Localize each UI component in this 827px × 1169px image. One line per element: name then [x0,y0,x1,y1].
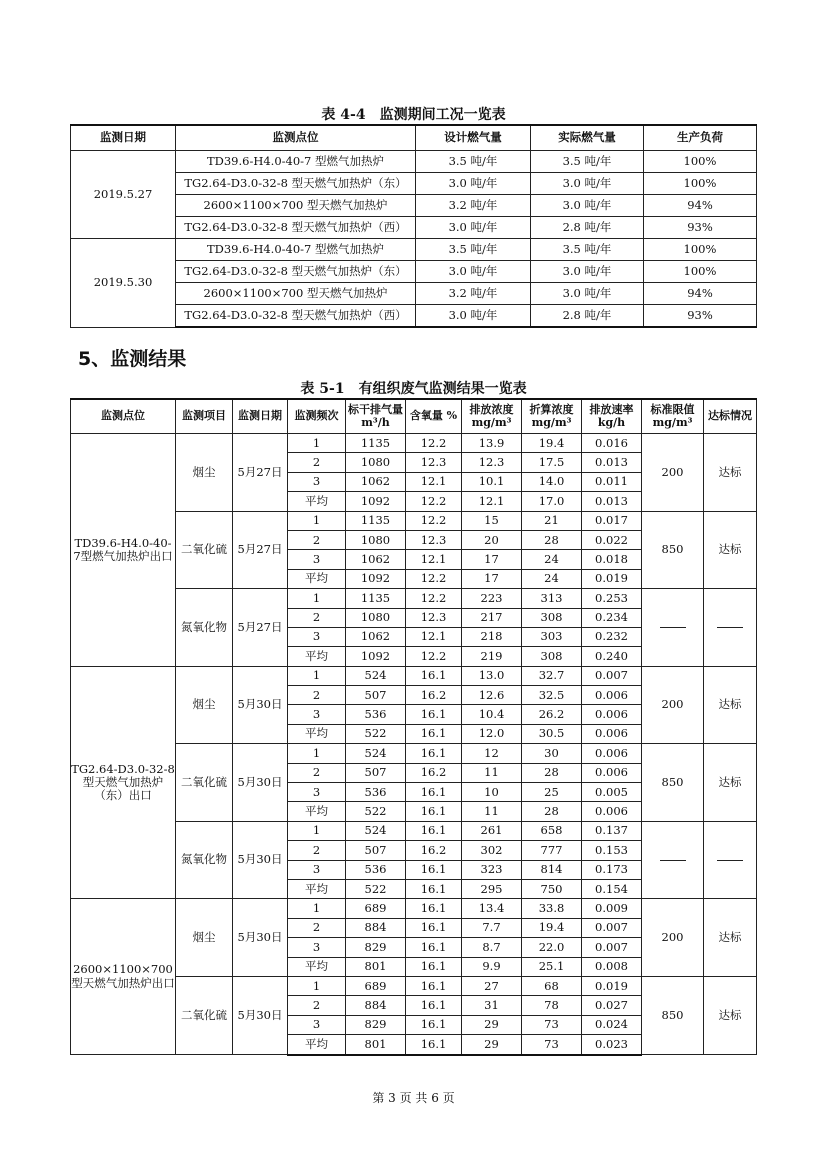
value-cell: 10 [462,783,522,802]
table-5-1-caption: 表 5-1 有组织废气监测结果一览表 [300,381,527,397]
value-cell: 884 [346,918,406,937]
header-cell: 监测点位 [176,125,416,151]
location-cell: 2600×1100×700 型天燃气加热炉 [176,195,416,217]
value-cell: 12.1 [406,550,462,569]
value-cell: 平均 [288,879,346,898]
value-cell: 0.153 [582,841,642,860]
value-cell: 536 [346,783,406,802]
value-cell: 13.9 [462,434,522,453]
value-cell: 3 [288,627,346,646]
value-cell: 0.013 [582,453,642,472]
value-cell: 78 [522,996,582,1015]
dash-mark [660,860,686,861]
table-row [71,239,757,261]
header-cell: 排放速率 kg/h [582,399,642,434]
value-cell: 24 [522,550,582,569]
value-cell: 0.154 [582,879,642,898]
date-cell: 2019.5.30 [71,239,176,328]
header-cell: 监测频次 [288,399,346,434]
value-cell: 12.2 [406,434,462,453]
value-cell: 2 [288,453,346,472]
value-cell: 16.1 [406,666,462,685]
value-cell: 16.1 [406,996,462,1015]
value-cell: 0.006 [582,763,642,782]
table-row [71,899,757,918]
value-cell: 0.232 [582,627,642,646]
value-cell: 12.3 [406,530,462,549]
value-cell: 28 [522,802,582,821]
value-cell: 17.0 [522,492,582,511]
header-cell: 监测日期 [233,399,288,434]
value-cell: 8.7 [462,938,522,957]
value-cell: 17 [462,569,522,588]
header-cell: 排放浓度 mg/m³ [462,399,522,434]
value-cell: 73 [522,1035,582,1055]
value-cell: 22.0 [522,938,582,957]
value-cell: 3.5 吨/年 [416,151,531,173]
item-cell: 二氧化硫 [176,511,233,589]
value-cell: 2 [288,996,346,1015]
value-cell: 16.1 [406,744,462,763]
value-cell: 1 [288,589,346,608]
value-cell: 0.027 [582,996,642,1015]
value-cell: 94% [644,283,757,305]
value-cell: 平均 [288,1035,346,1055]
value-cell: 3.0 吨/年 [531,261,644,283]
value-cell: 0.007 [582,918,642,937]
value-cell: 829 [346,1015,406,1034]
value-cell: 12.2 [406,492,462,511]
value-cell: 16.1 [406,938,462,957]
value-cell: 33.8 [522,899,582,918]
date-cell: 5月30日 [233,976,288,1054]
value-cell: 12.1 [406,472,462,491]
header-cell: 含氧量 % [406,399,462,434]
value-cell: 3.0 吨/年 [531,283,644,305]
value-cell: 平均 [288,492,346,511]
value-cell: 1080 [346,453,406,472]
location-cell: TG2.64-D3.0-32-8 型天燃气加热炉（东） [176,173,416,195]
value-cell: 1080 [346,608,406,627]
value-cell: 2 [288,841,346,860]
value-cell: 12.2 [406,511,462,530]
value-cell: 27 [462,976,522,995]
value-cell: 3.5 吨/年 [531,151,644,173]
value-cell: 524 [346,744,406,763]
header-cell: 实际燃气量 [531,125,644,151]
value-cell: 16.1 [406,802,462,821]
value-cell: 1092 [346,492,406,511]
value-cell: 16.1 [406,705,462,724]
value-cell: 15 [462,511,522,530]
value-cell: 3.5 吨/年 [416,239,531,261]
value-cell: 11 [462,802,522,821]
value-cell: 2.8 吨/年 [531,217,644,239]
value-cell: 16.1 [406,918,462,937]
value-cell: 1062 [346,472,406,491]
value-cell: 30.5 [522,724,582,743]
value-cell: 302 [462,841,522,860]
value-cell: 3.0 吨/年 [416,217,531,239]
value-cell: 平均 [288,724,346,743]
value-cell: 3 [288,860,346,879]
value-cell: 0.019 [582,976,642,995]
value-cell: 24 [522,569,582,588]
header-cell: 折算浓度 mg/m³ [522,399,582,434]
value-cell: 829 [346,938,406,957]
value-cell: 26.2 [522,705,582,724]
value-cell: 884 [346,996,406,1015]
item-cell: 氮氧化物 [176,589,233,667]
value-cell: 1080 [346,530,406,549]
header-cell: 达标情况 [704,399,757,434]
value-cell: 21 [522,511,582,530]
value-cell: 1092 [346,647,406,666]
limit-cell: 200 [642,899,704,977]
value-cell: 0.006 [582,744,642,763]
value-cell: 522 [346,802,406,821]
location-cell: TD39.6-H4.0-40-7 型燃气加热炉 [176,151,416,173]
value-cell: 507 [346,841,406,860]
value-cell: 3 [288,1015,346,1034]
value-cell: 3.0 吨/年 [416,173,531,195]
status-cell [704,589,757,667]
value-cell: 0.024 [582,1015,642,1034]
value-cell: 73 [522,1015,582,1034]
value-cell: 30 [522,744,582,763]
value-cell: 303 [522,627,582,646]
value-cell: 12.1 [406,627,462,646]
date-cell: 5月27日 [233,434,288,512]
value-cell: 3 [288,550,346,569]
value-cell: 29 [462,1035,522,1055]
value-cell: 536 [346,860,406,879]
date-cell: 5月30日 [233,744,288,822]
value-cell: 16.1 [406,783,462,802]
value-cell: 14.0 [522,472,582,491]
value-cell: 16.1 [406,899,462,918]
value-cell: 17 [462,550,522,569]
value-cell: 12.3 [462,453,522,472]
value-cell: 3 [288,938,346,957]
value-cell: 1 [288,434,346,453]
value-cell: 2.8 吨/年 [531,305,644,328]
value-cell: 29 [462,1015,522,1034]
value-cell: 524 [346,666,406,685]
value-cell: 3.0 吨/年 [416,261,531,283]
value-cell: 16.2 [406,763,462,782]
value-cell: 219 [462,647,522,666]
date-cell: 5月30日 [233,666,288,744]
value-cell: 3.0 吨/年 [531,173,644,195]
value-cell: 0.019 [582,569,642,588]
value-cell: 524 [346,821,406,840]
operating-conditions-table [70,124,757,328]
value-cell: 0.240 [582,647,642,666]
status-cell: 达标 [704,434,757,512]
table-header-row [71,125,757,151]
value-cell: 19.4 [522,434,582,453]
value-cell: 0.022 [582,530,642,549]
value-cell: 12.3 [406,453,462,472]
value-cell: 68 [522,976,582,995]
value-cell: 12.0 [462,724,522,743]
value-cell: 32.7 [522,666,582,685]
date-cell: 5月27日 [233,511,288,589]
item-cell: 二氧化硫 [176,976,233,1054]
value-cell: 1135 [346,434,406,453]
value-cell: 689 [346,976,406,995]
location-cell: TG2.64-D3.0-32-8 型天燃气加热炉（西） [176,305,416,328]
value-cell: 16.1 [406,879,462,898]
value-cell: 3.2 吨/年 [416,283,531,305]
header-cell: 标干排气量 m³/h [346,399,406,434]
value-cell: 28 [522,530,582,549]
value-cell: 1062 [346,627,406,646]
value-cell: 12.2 [406,647,462,666]
section-title: 5、监测结果 [78,348,187,370]
value-cell: 16.1 [406,724,462,743]
status-cell: 达标 [704,744,757,822]
value-cell: 0.009 [582,899,642,918]
value-cell: 0.017 [582,511,642,530]
value-cell: 522 [346,879,406,898]
value-cell: 223 [462,589,522,608]
limit-cell: 850 [642,744,704,822]
value-cell: 0.006 [582,724,642,743]
value-cell: 777 [522,841,582,860]
value-cell: 0.008 [582,957,642,976]
table-4-4-caption: 表 4-4 监测期间工况一览表 [321,107,506,123]
value-cell: 522 [346,724,406,743]
status-cell: 达标 [704,899,757,977]
value-cell: 100% [644,261,757,283]
value-cell: 2 [288,918,346,937]
value-cell: 1135 [346,589,406,608]
value-cell: 12.1 [462,492,522,511]
value-cell: 0.011 [582,472,642,491]
table-header-row [71,399,757,434]
dash-mark [660,627,686,628]
header-cell: 生产负荷 [644,125,757,151]
value-cell: 507 [346,763,406,782]
value-cell: 16.1 [406,1015,462,1034]
value-cell: 100% [644,151,757,173]
value-cell: 12.6 [462,686,522,705]
value-cell: 801 [346,1035,406,1055]
value-cell: 12.3 [406,608,462,627]
value-cell: 3 [288,783,346,802]
dash-mark [717,860,743,861]
dash-mark [717,627,743,628]
limit-cell [642,589,704,667]
header-cell: 监测点位 [71,399,176,434]
value-cell: 17.5 [522,453,582,472]
item-cell: 氮氧化物 [176,821,233,899]
value-cell: 11 [462,763,522,782]
value-cell: 13.0 [462,666,522,685]
limit-cell: 850 [642,511,704,589]
value-cell: 1062 [346,550,406,569]
value-cell: 100% [644,173,757,195]
value-cell: 平均 [288,647,346,666]
value-cell: 31 [462,996,522,1015]
item-cell: 烟尘 [176,434,233,512]
value-cell: 0.137 [582,821,642,840]
value-cell: 0.007 [582,666,642,685]
value-cell: 16.1 [406,821,462,840]
value-cell: 25.1 [522,957,582,976]
value-cell: 94% [644,195,757,217]
value-cell: 0.013 [582,492,642,511]
location-cell: TD39.6-H4.0-40-7 型燃气加热炉 [176,239,416,261]
value-cell: 28 [522,763,582,782]
value-cell: 0.023 [582,1035,642,1055]
value-cell: 1 [288,899,346,918]
value-cell: 93% [644,305,757,328]
limit-cell: 850 [642,976,704,1054]
status-cell: 达标 [704,666,757,744]
value-cell: 平均 [288,957,346,976]
value-cell: 801 [346,957,406,976]
value-cell: 16.1 [406,860,462,879]
status-cell: 达标 [704,976,757,1054]
value-cell: 0.006 [582,686,642,705]
item-cell: 烟尘 [176,899,233,977]
value-cell: 1135 [346,511,406,530]
limit-cell: 200 [642,666,704,744]
value-cell: 750 [522,879,582,898]
value-cell: 308 [522,647,582,666]
value-cell: 0.018 [582,550,642,569]
value-cell: 1 [288,976,346,995]
emission-results-table [70,398,757,1056]
value-cell: 536 [346,705,406,724]
value-cell: 1 [288,744,346,763]
value-cell: 平均 [288,569,346,588]
value-cell: 1092 [346,569,406,588]
value-cell: 12.2 [406,569,462,588]
date-cell: 2019.5.27 [71,151,176,239]
value-cell: 308 [522,608,582,627]
value-cell: 32.5 [522,686,582,705]
value-cell: 16.2 [406,841,462,860]
value-cell: 218 [462,627,522,646]
value-cell: 平均 [288,802,346,821]
value-cell: 2 [288,686,346,705]
value-cell: 9.9 [462,957,522,976]
value-cell: 217 [462,608,522,627]
value-cell: 1 [288,666,346,685]
value-cell: 3 [288,705,346,724]
value-cell: 2 [288,530,346,549]
location-cell: TG2.64-D3.0-32-8 型天燃气加热炉（东） [176,261,416,283]
table-row [71,434,757,453]
value-cell: 261 [462,821,522,840]
value-cell: 658 [522,821,582,840]
value-cell: 2 [288,763,346,782]
value-cell: 100% [644,239,757,261]
value-cell: 313 [522,589,582,608]
value-cell: 507 [346,686,406,705]
date-cell: 5月27日 [233,589,288,667]
value-cell: 0.234 [582,608,642,627]
value-cell: 0.016 [582,434,642,453]
page-footer: 第 3 页 共 6 页 [372,1091,455,1105]
value-cell: 3.0 吨/年 [531,195,644,217]
value-cell: 3.0 吨/年 [416,305,531,328]
value-cell: 10.1 [462,472,522,491]
location-cell: 2600×1100×700 型天燃气加热炉出口 [71,899,176,1055]
header-cell: 监测项目 [176,399,233,434]
value-cell: 19.4 [522,918,582,937]
value-cell: 295 [462,879,522,898]
status-cell [704,821,757,899]
location-cell: TD39.6-H4.0-40-7型燃气加热炉出口 [71,434,176,667]
value-cell: 814 [522,860,582,879]
value-cell: 25 [522,783,582,802]
value-cell: 2 [288,608,346,627]
table-row [71,666,757,685]
value-cell: 13.4 [462,899,522,918]
table-row [71,151,757,173]
value-cell: 20 [462,530,522,549]
date-cell: 5月30日 [233,821,288,899]
value-cell: 3.2 吨/年 [416,195,531,217]
date-cell: 5月30日 [233,899,288,977]
value-cell: 10.4 [462,705,522,724]
value-cell: 93% [644,217,757,239]
header-cell: 监测日期 [71,125,176,151]
value-cell: 1 [288,821,346,840]
value-cell: 689 [346,899,406,918]
item-cell: 二氧化硫 [176,744,233,822]
value-cell: 16.2 [406,686,462,705]
location-cell: 2600×1100×700 型天燃气加热炉 [176,283,416,305]
header-cell: 标准限值 mg/m³ [642,399,704,434]
value-cell: 16.1 [406,976,462,995]
value-cell: 12 [462,744,522,763]
location-cell: TG2.64-D3.0-32-8型天燃气加热炉（东）出口 [71,666,176,899]
limit-cell: 200 [642,434,704,512]
value-cell: 0.007 [582,938,642,957]
value-cell: 12.2 [406,589,462,608]
item-cell: 烟尘 [176,666,233,744]
header-cell: 设计燃气量 [416,125,531,151]
value-cell: 0.006 [582,802,642,821]
value-cell: 3.5 吨/年 [531,239,644,261]
value-cell: 323 [462,860,522,879]
value-cell: 0.006 [582,705,642,724]
value-cell: 0.173 [582,860,642,879]
limit-cell [642,821,704,899]
value-cell: 16.1 [406,957,462,976]
value-cell: 3 [288,472,346,491]
value-cell: 1 [288,511,346,530]
value-cell: 0.005 [582,783,642,802]
status-cell: 达标 [704,511,757,589]
value-cell: 0.253 [582,589,642,608]
location-cell: TG2.64-D3.0-32-8 型天燃气加热炉（西） [176,217,416,239]
value-cell: 16.1 [406,1035,462,1055]
value-cell: 7.7 [462,918,522,937]
